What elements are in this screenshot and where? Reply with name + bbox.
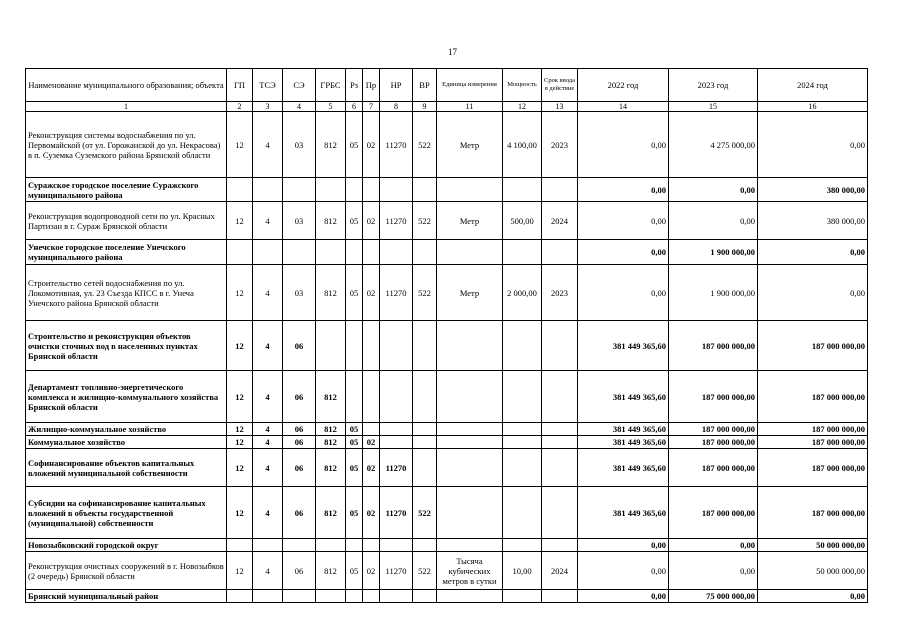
cell-grbs [316, 539, 346, 552]
cell-power [503, 321, 542, 371]
cell-nr: 11270 [380, 552, 413, 590]
cell-2024: 380 000,00 [758, 202, 868, 240]
cell-rz: 05 [346, 265, 363, 321]
cell-2022: 0,00 [578, 552, 669, 590]
cell-rz: 05 [346, 423, 363, 436]
cell-vr [413, 240, 437, 265]
cell-se: 03 [283, 265, 316, 321]
cell-gp: 12 [227, 112, 253, 178]
header-tse: ТСЭ [253, 69, 283, 102]
cell-unit [437, 178, 503, 202]
cell-pr [363, 371, 380, 423]
column-number: 15 [669, 102, 758, 112]
cell-term [542, 240, 578, 265]
cell-2022: 0,00 [578, 202, 669, 240]
cell-2023: 187 000 000,00 [669, 436, 758, 449]
cell-2023: 187 000 000,00 [669, 423, 758, 436]
cell-2023: 0,00 [669, 178, 758, 202]
cell-power [503, 423, 542, 436]
cell-se: 06 [283, 371, 316, 423]
cell-2024: 187 000 000,00 [758, 423, 868, 436]
row-name: Реконструкция очистных сооружений в г. Новозыбков (2 очередь) Брянской области [26, 552, 227, 590]
cell-rz: 05 [346, 202, 363, 240]
cell-term: 2023 [542, 265, 578, 321]
cell-2022: 381 449 365,60 [578, 423, 669, 436]
header-rz: Рз [346, 69, 363, 102]
column-number: 9 [413, 102, 437, 112]
cell-vr [413, 371, 437, 423]
row-name: Коммунальное хозяйство [26, 436, 227, 449]
cell-nr: 11270 [380, 449, 413, 487]
cell-tse [253, 178, 283, 202]
cell-grbs: 812 [316, 487, 346, 539]
cell-2023: 0,00 [669, 539, 758, 552]
header-pr: Пр [363, 69, 380, 102]
cell-vr [413, 539, 437, 552]
column-number: 1 [26, 102, 227, 112]
column-number: 2 [227, 102, 253, 112]
table-row [26, 449, 868, 487]
cell-vr: 522 [413, 487, 437, 539]
cell-rz: 05 [346, 552, 363, 590]
cell-rz [346, 240, 363, 265]
table-row [26, 202, 868, 240]
cell-term [542, 178, 578, 202]
table-row [26, 487, 868, 539]
cell-vr: 522 [413, 202, 437, 240]
cell-2023: 187 000 000,00 [669, 371, 758, 423]
cell-power [503, 487, 542, 539]
cell-2024: 0,00 [758, 265, 868, 321]
column-number: 4 [283, 102, 316, 112]
row-name: Субсидии на софинансирование капитальных вложений в объекты государственной (муниципальной) собственности [26, 487, 227, 539]
row-name: Новозыбковский городской округ [26, 539, 227, 552]
header-unit: Единица измерения [437, 69, 503, 102]
cell-rz [346, 178, 363, 202]
cell-se: 06 [283, 436, 316, 449]
cell-2023: 0,00 [669, 552, 758, 590]
cell-tse [253, 539, 283, 552]
cell-unit [437, 590, 503, 603]
header-2023: 2023 год [669, 69, 758, 102]
cell-pr [363, 321, 380, 371]
cell-rz [346, 321, 363, 371]
cell-term [542, 487, 578, 539]
page-number: 17 [448, 47, 457, 57]
cell-pr: 02 [363, 112, 380, 178]
cell-2023: 187 000 000,00 [669, 321, 758, 371]
cell-power: 10,00 [503, 552, 542, 590]
cell-2022: 0,00 [578, 112, 669, 178]
cell-grbs: 812 [316, 423, 346, 436]
cell-2022: 381 449 365,60 [578, 487, 669, 539]
cell-nr [380, 539, 413, 552]
cell-tse: 4 [253, 436, 283, 449]
cell-term [542, 423, 578, 436]
cell-2024: 187 000 000,00 [758, 487, 868, 539]
cell-grbs [316, 178, 346, 202]
cell-power [503, 590, 542, 603]
cell-tse: 4 [253, 552, 283, 590]
cell-power [503, 178, 542, 202]
cell-rz: 05 [346, 112, 363, 178]
cell-2024: 187 000 000,00 [758, 436, 868, 449]
cell-2022: 0,00 [578, 240, 669, 265]
cell-2024: 0,00 [758, 112, 868, 178]
cell-unit [437, 449, 503, 487]
cell-2023: 187 000 000,00 [669, 449, 758, 487]
cell-power: 2 000,00 [503, 265, 542, 321]
header-name: Наименование муниципального образования; объекта [26, 69, 227, 102]
cell-vr [413, 423, 437, 436]
cell-gp: 12 [227, 265, 253, 321]
cell-se: 06 [283, 487, 316, 539]
cell-pr: 02 [363, 449, 380, 487]
row-name: Брянский муниципальный район [26, 590, 227, 603]
cell-unit [437, 321, 503, 371]
cell-grbs: 812 [316, 436, 346, 449]
cell-2022: 381 449 365,60 [578, 371, 669, 423]
cell-se [283, 240, 316, 265]
cell-pr [363, 590, 380, 603]
cell-se: 06 [283, 449, 316, 487]
cell-2022: 0,00 [578, 590, 669, 603]
cell-gp: 12 [227, 552, 253, 590]
cell-rz [346, 590, 363, 603]
cell-power [503, 539, 542, 552]
cell-2024: 187 000 000,00 [758, 371, 868, 423]
row-name: Строительство и реконструкция объектов очистки сточных вод в населенных пунктах Брянской области [26, 321, 227, 371]
cell-nr [380, 240, 413, 265]
cell-power: 500,00 [503, 202, 542, 240]
cell-gp: 12 [227, 449, 253, 487]
cell-term: 2024 [542, 552, 578, 590]
header-2022: 2022 год [578, 69, 669, 102]
column-number-row [26, 102, 868, 112]
table-row [26, 240, 868, 265]
cell-vr [413, 590, 437, 603]
cell-grbs: 812 [316, 449, 346, 487]
column-number: 16 [758, 102, 868, 112]
row-name: Строительство сетей водоснабжения по ул. Локомотивная, ул. 23 Съезда КПСС в г. Унеча Унечского района Брянской области [26, 265, 227, 321]
cell-2022: 0,00 [578, 265, 669, 321]
cell-tse: 4 [253, 265, 283, 321]
cell-se [283, 590, 316, 603]
header-row [26, 69, 868, 102]
cell-2023: 4 275 000,00 [669, 112, 758, 178]
cell-gp [227, 240, 253, 265]
cell-pr: 02 [363, 265, 380, 321]
cell-nr: 11270 [380, 265, 413, 321]
cell-gp: 12 [227, 371, 253, 423]
cell-pr: 02 [363, 552, 380, 590]
table-row [26, 321, 868, 371]
cell-tse [253, 240, 283, 265]
cell-nr: 11270 [380, 112, 413, 178]
cell-2024: 0,00 [758, 590, 868, 603]
cell-2022: 0,00 [578, 178, 669, 202]
cell-gp [227, 590, 253, 603]
cell-nr: 11270 [380, 487, 413, 539]
header-power: Мощность [503, 69, 542, 102]
cell-nr [380, 590, 413, 603]
table-row [26, 178, 868, 202]
cell-vr: 522 [413, 265, 437, 321]
cell-2022: 381 449 365,60 [578, 449, 669, 487]
table-row [26, 423, 868, 436]
cell-unit: Метр [437, 202, 503, 240]
cell-unit: Метр [437, 265, 503, 321]
cell-tse [253, 590, 283, 603]
header-term: Срок ввода в действие [542, 69, 578, 102]
cell-se [283, 178, 316, 202]
cell-unit [437, 240, 503, 265]
cell-tse: 4 [253, 202, 283, 240]
header-nr: НР [380, 69, 413, 102]
cell-2023: 1 900 000,00 [669, 240, 758, 265]
cell-rz [346, 371, 363, 423]
cell-power [503, 449, 542, 487]
cell-gp: 12 [227, 423, 253, 436]
cell-2024: 50 000 000,00 [758, 539, 868, 552]
row-name: Жилищно-коммунальное хозяйство [26, 423, 227, 436]
cell-unit [437, 487, 503, 539]
cell-pr: 02 [363, 436, 380, 449]
table-row [26, 112, 868, 178]
cell-nr [380, 423, 413, 436]
row-name: Суражское городское поселение Суражского муниципального района [26, 178, 227, 202]
row-name: Унечское городское поселение Унечского муниципального района [26, 240, 227, 265]
cell-grbs [316, 240, 346, 265]
cell-term [542, 539, 578, 552]
cell-pr [363, 240, 380, 265]
cell-2023: 0,00 [669, 202, 758, 240]
cell-power [503, 240, 542, 265]
header-vr: ВР [413, 69, 437, 102]
cell-term: 2023 [542, 112, 578, 178]
cell-se [283, 539, 316, 552]
cell-tse: 4 [253, 112, 283, 178]
cell-grbs: 812 [316, 552, 346, 590]
cell-2024: 380 000,00 [758, 178, 868, 202]
cell-grbs [316, 590, 346, 603]
column-number: 14 [578, 102, 669, 112]
cell-se: 03 [283, 202, 316, 240]
cell-gp: 12 [227, 487, 253, 539]
column-number: 13 [542, 102, 578, 112]
cell-rz: 05 [346, 449, 363, 487]
cell-nr [380, 178, 413, 202]
cell-tse: 4 [253, 487, 283, 539]
cell-vr [413, 178, 437, 202]
cell-2022: 0,00 [578, 539, 669, 552]
cell-vr [413, 436, 437, 449]
cell-vr [413, 321, 437, 371]
cell-se: 06 [283, 423, 316, 436]
cell-pr [363, 423, 380, 436]
table-row [26, 436, 868, 449]
table-row [26, 265, 868, 321]
cell-power: 4 100,00 [503, 112, 542, 178]
cell-term [542, 449, 578, 487]
cell-rz: 05 [346, 487, 363, 539]
cell-2024: 0,00 [758, 240, 868, 265]
budget-table [25, 68, 868, 603]
cell-gp: 12 [227, 321, 253, 371]
cell-term: 2024 [542, 202, 578, 240]
column-number: 11 [437, 102, 503, 112]
cell-2023: 1 900 000,00 [669, 265, 758, 321]
row-name: Софинансирование объектов капитальных вложений муниципальной собственности [26, 449, 227, 487]
cell-gp: 12 [227, 436, 253, 449]
cell-grbs: 812 [316, 112, 346, 178]
cell-pr [363, 178, 380, 202]
cell-tse: 4 [253, 371, 283, 423]
column-number: 7 [363, 102, 380, 112]
cell-vr: 522 [413, 112, 437, 178]
cell-2022: 381 449 365,60 [578, 436, 669, 449]
cell-unit [437, 371, 503, 423]
cell-se: 06 [283, 552, 316, 590]
column-number: 5 [316, 102, 346, 112]
column-number: 3 [253, 102, 283, 112]
cell-term [542, 321, 578, 371]
cell-unit: Тысяча кубических метров в сутки [437, 552, 503, 590]
row-name: Реконструкция водопроводной сети по ул. Красных Партизан в г. Сураж Брянской области [26, 202, 227, 240]
cell-2023: 187 000 000,00 [669, 487, 758, 539]
cell-gp [227, 178, 253, 202]
cell-term [542, 371, 578, 423]
cell-grbs: 812 [316, 202, 346, 240]
cell-unit: Метр [437, 112, 503, 178]
cell-se: 03 [283, 112, 316, 178]
column-number: 6 [346, 102, 363, 112]
cell-nr [380, 371, 413, 423]
cell-vr [413, 449, 437, 487]
cell-2023: 75 000 000,00 [669, 590, 758, 603]
cell-unit [437, 539, 503, 552]
cell-se: 06 [283, 321, 316, 371]
cell-2024: 187 000 000,00 [758, 449, 868, 487]
cell-power [503, 371, 542, 423]
cell-2024: 50 000 000,00 [758, 552, 868, 590]
cell-gp [227, 539, 253, 552]
column-number: 8 [380, 102, 413, 112]
cell-pr: 02 [363, 487, 380, 539]
cell-grbs: 812 [316, 265, 346, 321]
cell-term [542, 436, 578, 449]
cell-gp: 12 [227, 202, 253, 240]
cell-unit [437, 436, 503, 449]
cell-term [542, 590, 578, 603]
cell-tse: 4 [253, 449, 283, 487]
cell-rz: 05 [346, 436, 363, 449]
header-se: СЭ [283, 69, 316, 102]
table-row [26, 371, 868, 423]
cell-tse: 4 [253, 321, 283, 371]
cell-unit [437, 423, 503, 436]
column-number: 12 [503, 102, 542, 112]
cell-2022: 381 449 365,60 [578, 321, 669, 371]
header-gp: ГП [227, 69, 253, 102]
cell-tse: 4 [253, 423, 283, 436]
cell-nr [380, 436, 413, 449]
cell-pr: 02 [363, 202, 380, 240]
cell-nr [380, 321, 413, 371]
cell-grbs [316, 321, 346, 371]
cell-power [503, 436, 542, 449]
header-grbs: ГРБС [316, 69, 346, 102]
cell-pr [363, 539, 380, 552]
header-2024: 2024 год [758, 69, 868, 102]
table-row [26, 552, 868, 590]
cell-vr: 522 [413, 552, 437, 590]
row-name: Реконструкция системы водоснабжения по ул. Первомайской (от ул. Горожанской до ул. Некрасова) в п. Суземка Суземского района Брянской области [26, 112, 227, 178]
table-row [26, 539, 868, 552]
cell-grbs: 812 [316, 371, 346, 423]
table-row [26, 590, 868, 603]
cell-2024: 187 000 000,00 [758, 321, 868, 371]
cell-rz [346, 539, 363, 552]
cell-nr: 11270 [380, 202, 413, 240]
row-name: Департамент топливно-энергетического комплекса и жилищно-коммунального хозяйства Брянской области [26, 371, 227, 423]
